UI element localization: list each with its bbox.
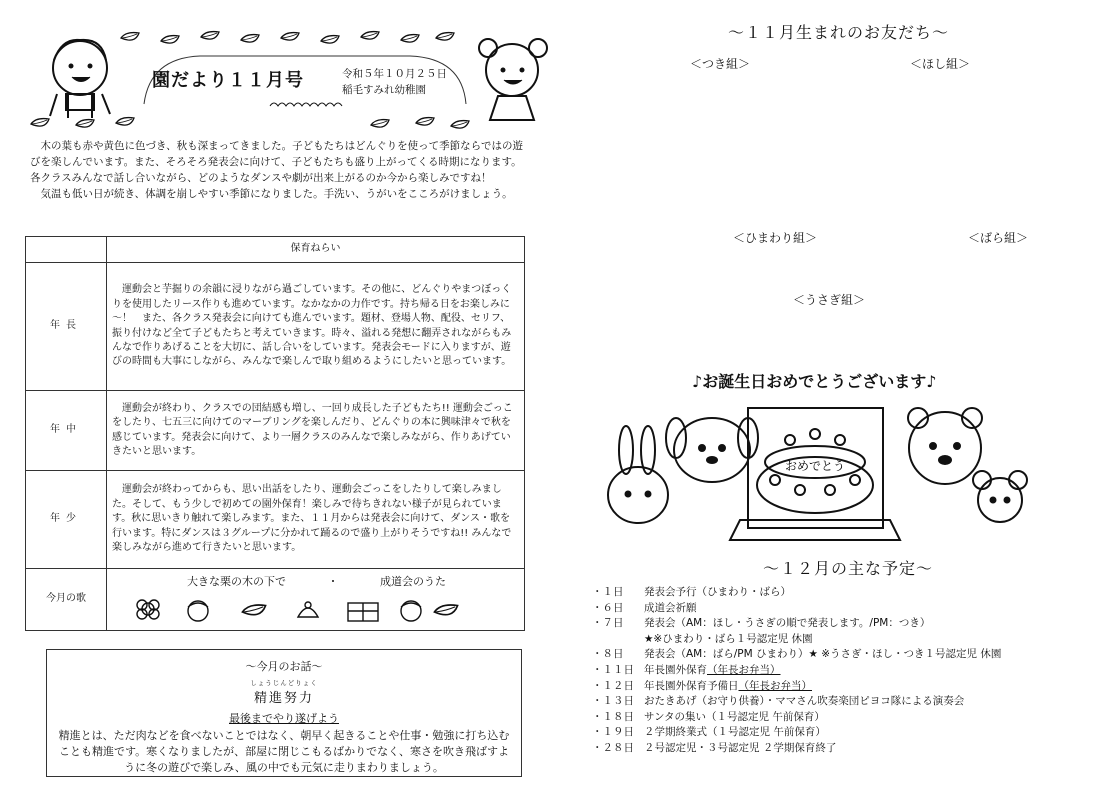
row-label-nensho: 年少 <box>26 471 107 569</box>
schedule-item <box>592 585 1112 601</box>
story-heading: ～今月のお話～ <box>245 660 323 673</box>
schedule-date: ・７日 <box>592 617 624 630</box>
song-title-1: 大きな栗の木の下で <box>187 575 286 588</box>
schedule-list <box>592 585 1112 757</box>
schedule-item <box>592 741 1112 757</box>
schedule-date <box>592 632 644 648</box>
schedule-item <box>592 632 1112 648</box>
row-text-nencho: 運動会と芋掘りの余韻に浸りながら過ごしています。その他に、どんぐりやまつぼっくりを使用したリース作りも進めています。なかなかの力作です。持ち帰る日をお楽しみに～！ また、各クラス発表会に向けても進んでいます。題材、登場人物、配役、セリフ、振り付けなど全て子どもたちと考えていきます。時々、溢れる発想に翻弄されながらもみんなで作りあげることを大切に、話し合いをしています。発表会モードに入りますが、遊びの時間も大事にしながら、みんなで楽しんで取り組めるようにしたいと思っています。 <box>107 263 525 391</box>
schedule-date: ・１８日 <box>592 710 634 723</box>
row-label-nencho: 年長 <box>26 263 107 391</box>
issue-date: 令和５年１０月２５日 <box>342 68 447 80</box>
class-hoshi: ＜ほし組＞ <box>910 57 971 71</box>
schedule-note: （年長お弁当） <box>707 663 781 676</box>
row-text-nensho: 運動会が終わってからも、思い出話をしたり、運動会ごっこをしたりして楽しみました。そして、もう少しで初めての園外保育！楽しみで待ちきれない様子が見られています。秋に思いきり触れて楽しみます。また、１１月からは発表会に向けて、ダンス・歌を行います。特にダンスは３グループに分かれて踊るので盛り上がりそうですね!! みんなで楽しみながら進めて行きたいと思います。 <box>107 471 525 569</box>
autumn-icons-row <box>133 595 463 630</box>
boy-illustration <box>32 32 127 122</box>
schedule-heading: ～１２月の主な予定～ <box>763 559 934 578</box>
girl-illustration <box>468 34 558 124</box>
schedule-text: ★※ひまわり・ばら１号認定児 休園 <box>644 632 813 645</box>
story-subtitle: 最後までやり遂げよう <box>229 712 339 725</box>
song-label: 今月の歌 <box>26 569 107 631</box>
schedule-text: 年長園外保育予備日 <box>644 679 739 692</box>
story-body: 精進とは、ただ肉などを食べないことではなく、朝早く起きることや仕事・勉強に打ち込むことも精進です。寒くなりましたが、部屋に閉じこもるばかりでなく、寒さを吹き飛ばすように冬の遊びで楽しみ、風の中でも元気に走りまわりましょう。 <box>58 729 510 774</box>
school-name: 稲毛すみれ幼稚園 <box>342 84 426 96</box>
schedule-date: ・１１日 <box>592 663 634 676</box>
schedule-item <box>592 663 1112 679</box>
song-separator: ・ <box>327 575 339 588</box>
intro-paragraph: 気温も低い日が続き、体調を崩しやすい季節になりました。手洗い、うがいをこころがけましょう。 <box>40 188 513 200</box>
table-header: 保育ねらい <box>107 237 525 263</box>
schedule-text: 年長園外保育 <box>644 663 707 676</box>
childcare-goals-table <box>25 236 525 631</box>
schedule-text: 成道会祈願 <box>644 601 697 614</box>
schedule-date: ・２８日 <box>592 741 634 754</box>
schedule-item <box>592 679 1112 695</box>
schedule-item <box>592 694 1112 710</box>
schedule-text: ２学期終業式（１号認定児 午前保育） <box>644 726 826 739</box>
intro-text <box>30 138 524 202</box>
schedule-note: （年長お弁当） <box>738 679 812 692</box>
schedule-item <box>592 725 1112 741</box>
class-usagi: ＜うさぎ組＞ <box>793 293 866 307</box>
row-label-nenchu: 年中 <box>26 391 107 471</box>
schedule-date: ・６日 <box>592 601 624 614</box>
class-tsuki: ＜つき組＞ <box>690 57 751 71</box>
schedule-text: 発表会（AM：ばら/PM ひまわり）★ ※うさぎ・ほし・つき１号認定児 休園 <box>644 648 1002 661</box>
schedule-item <box>592 616 1112 632</box>
song-cell <box>107 569 525 631</box>
story-box <box>46 649 522 777</box>
song-title-2: 成道会のうた <box>380 575 446 588</box>
schedule-text: おたきあげ（お守り供養）・ママさん吹奏楽団ピヨコ隊による演奏会 <box>644 695 965 708</box>
cake-message: おめでとう <box>784 459 846 473</box>
schedule-item <box>592 601 1112 617</box>
schedule-date: ・１９日 <box>592 726 634 739</box>
birthday-heading: ～１１月生まれのお友だち～ <box>728 23 950 42</box>
congrats-text: ♪お誕生日おめでとうございます♪ <box>692 372 937 391</box>
schedule-text: 発表会（AM：ほし・うさぎの順で発表します。/PM：つき） <box>644 617 931 630</box>
schedule-date: ・１３日 <box>592 695 634 708</box>
schedule-date: ・１２日 <box>592 679 634 692</box>
schedule-text: ２号認定児・３号認定児 ２学期保育終了 <box>644 741 837 754</box>
row-text-nenchu: 運動会が終わり、クラスでの団結感も増し、一回り成長した子どもたち!! 運動会ごっこをしたり、七五三に向けてのマーブリングを楽しんだり、どんぐりの本に興味津々で秋を感じています。発表会に向けて、より一層クラスのみんなで楽しみながら、作りあげていきたいと思います。 <box>107 391 525 471</box>
birthday-cake-illustration <box>600 400 1032 550</box>
story-ruby: しょうじんどりょく <box>250 679 318 687</box>
intro-paragraph: 木の葉も赤や黄色に色づき、秋も深まってきました。子どもたちはどんぐりを使って季節ならではの遊びを楽しんでいます。また、そろそろ発表会に向けて、子どもたちも盛り上がってくる時期になります。各クラスみんなで話し合いながら、どのようなダンスや劇が出来上がるのか今から楽しみですね！ <box>30 140 523 184</box>
class-bara: ＜ばら組＞ <box>968 231 1029 245</box>
schedule-date: ・１日 <box>592 586 624 598</box>
table-corner <box>26 237 107 263</box>
leaf-decoration-top <box>120 28 460 50</box>
schedule-text: 発表会予行（ひまわり・ばら） <box>644 586 791 598</box>
story-title: 精進努力 <box>253 691 314 706</box>
schedule-item <box>592 710 1112 726</box>
page-title: 園だより１１月号 <box>152 70 304 91</box>
class-himawari: ＜ひまわり組＞ <box>733 231 818 245</box>
schedule-item <box>592 647 1112 663</box>
schedule-text: サンタの集い（１号認定児 午前保育） <box>644 710 825 723</box>
schedule-date: ・８日 <box>592 648 624 661</box>
